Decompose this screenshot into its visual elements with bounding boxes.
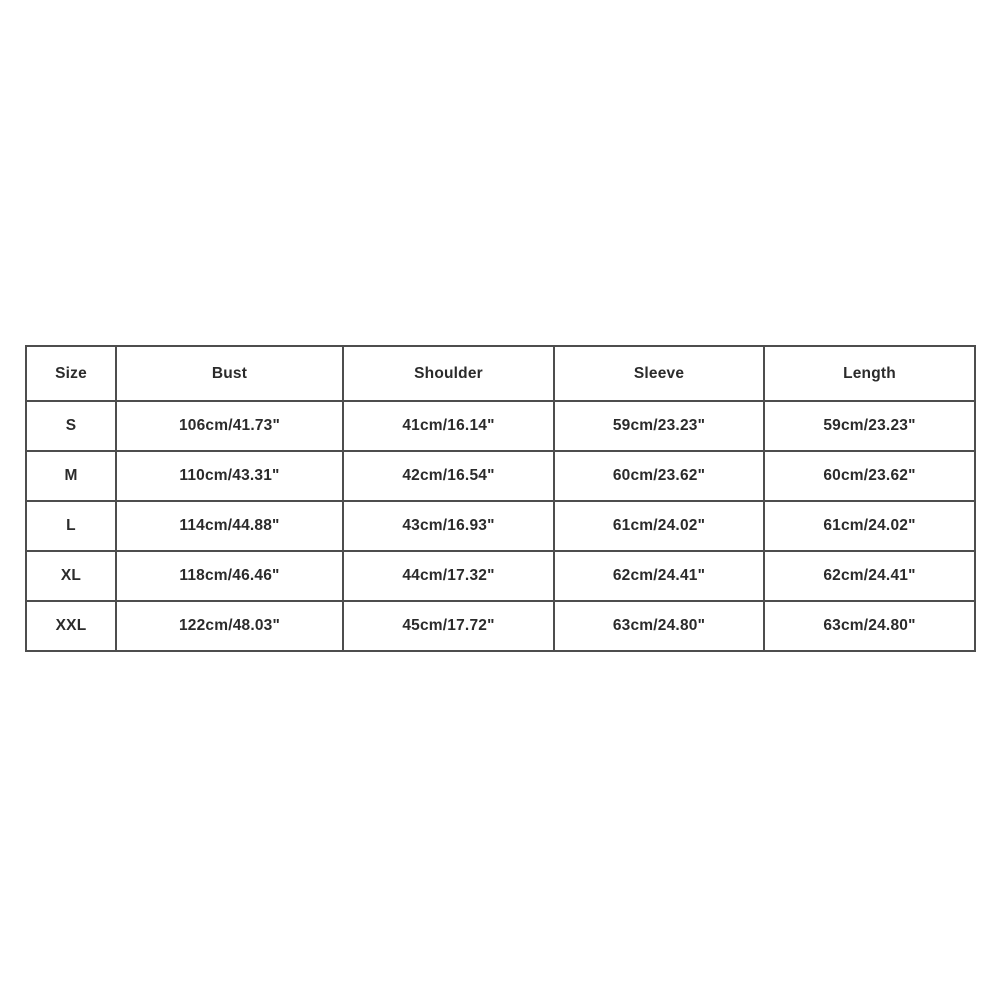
size-label: S: [26, 401, 116, 451]
measurement-cell: 122cm/48.03": [116, 601, 343, 651]
measurement-cell: 106cm/41.73": [116, 401, 343, 451]
column-header-bust: Bust: [116, 346, 343, 401]
measurement-cell: 44cm/17.32": [343, 551, 554, 601]
measurement-cell: 118cm/46.46": [116, 551, 343, 601]
size-chart-body: [26, 401, 975, 651]
size-label: L: [26, 501, 116, 551]
size-label: XXL: [26, 601, 116, 651]
measurement-cell: 42cm/16.54": [343, 451, 554, 501]
measurement-cell: 114cm/44.88": [116, 501, 343, 551]
column-header-size: Size: [26, 346, 116, 401]
size-label: XL: [26, 551, 116, 601]
table-row-l: [26, 501, 975, 551]
size-chart-table: [25, 345, 976, 652]
table-row-xl: [26, 551, 975, 601]
measurement-cell: 62cm/24.41": [554, 551, 764, 601]
size-chart-header: [26, 346, 975, 401]
column-header-shoulder: Shoulder: [343, 346, 554, 401]
header-row: [26, 346, 975, 401]
measurement-cell: 110cm/43.31": [116, 451, 343, 501]
measurement-cell: 41cm/16.14": [343, 401, 554, 451]
measurement-cell: 60cm/23.62": [554, 451, 764, 501]
measurement-cell: 59cm/23.23": [554, 401, 764, 451]
table-row-m: [26, 451, 975, 501]
column-header-length: Length: [764, 346, 975, 401]
size-label: M: [26, 451, 116, 501]
measurement-cell: 45cm/17.72": [343, 601, 554, 651]
measurement-cell: 43cm/16.93": [343, 501, 554, 551]
measurement-cell: 63cm/24.80": [764, 601, 975, 651]
measurement-cell: 59cm/23.23": [764, 401, 975, 451]
measurement-cell: 63cm/24.80": [554, 601, 764, 651]
table-row-s: [26, 401, 975, 451]
measurement-cell: 60cm/23.62": [764, 451, 975, 501]
table-row-xxl: [26, 601, 975, 651]
measurement-cell: 61cm/24.02": [764, 501, 975, 551]
column-header-sleeve: Sleeve: [554, 346, 764, 401]
measurement-cell: 61cm/24.02": [554, 501, 764, 551]
measurement-cell: 62cm/24.41": [764, 551, 975, 601]
